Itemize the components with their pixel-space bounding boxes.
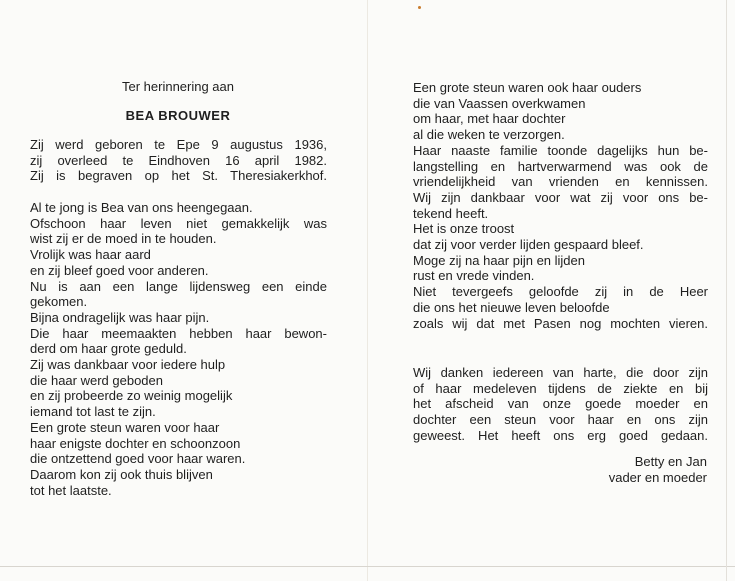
text-line: Het is onze troost (413, 221, 515, 237)
text-line: dat zij voor verder lijden gespaard bleef. (413, 237, 644, 253)
paper-speck (418, 6, 421, 9)
text-line: al die weken te verzorgen. (413, 127, 565, 143)
text-line: Bijna ondragelijk was haar pijn. (30, 309, 210, 325)
intro-heading: Ter herinnering aan (121, 79, 235, 94)
text-line: Al te jong is Bea van ons heengegaan. (30, 200, 253, 215)
card-bottom-edge (0, 566, 735, 567)
text-line: Ofschoon haar leven niet gemakkelijk was (30, 215, 327, 231)
text-line: tot het laatste. (30, 482, 112, 498)
text-line: derd om haar grote geduld. (30, 341, 187, 357)
card-right-edge (726, 0, 727, 581)
text-line: die van Vaassen overkwamen (413, 95, 586, 111)
text-line: zoals wij dat met Pasen nog mochten vieren. (413, 315, 708, 331)
text-line: Een grote steun waren voor haar (30, 419, 220, 435)
text-line: die ons het nieuwe leven beloofde (413, 299, 610, 315)
text-line: langstelling en hartverwarmend was ook de (413, 158, 708, 174)
text-line: tekend heeft. (413, 205, 489, 221)
text-line: Een grote steun waren ook haar ouders (413, 80, 642, 95)
text-line: Wij danken iedereen van harte, die door zijn (413, 365, 708, 380)
text-line: die haar werd geboden (30, 372, 163, 388)
text-line: om haar, met haar dochter (413, 111, 566, 127)
text-line: Nu is aan een lange lijdensweg een einde (30, 278, 327, 294)
text-line: wist zij er de moed in te houden. (30, 231, 217, 247)
center-fold (367, 0, 368, 581)
text-line: dochter een steun voor haar en ons zijn (413, 412, 708, 428)
text-line: Die haar meemaakten hebben haar bewon- (30, 325, 327, 341)
text-line: iemand tot last te zijn. (30, 404, 156, 420)
text-line: en zij bleef goed voor anderen. (30, 262, 209, 278)
text-line: Haar naaste familie toonde dagelijks hun be- (413, 142, 708, 158)
text-line: Moge zij na haar pijn en lijden (413, 252, 585, 268)
signatory-names: Betty en Jan (634, 454, 707, 469)
text-line: geweest. Het heeft ons erg goed gedaan. (413, 427, 708, 443)
signature-block (609, 454, 707, 485)
text-line: Vrolijk was haar aard (30, 247, 151, 263)
text-line: Niet tevergeefs geloofde zij in de Heer (413, 284, 708, 300)
text-line: Zij is begraven op het St. Theresiakerkhof. (30, 168, 327, 184)
signatory-relation: vader en moeder (608, 469, 707, 485)
text-line: haar enigste dochter en schoonzoon (30, 435, 241, 451)
text-line: en zij probeerde zo weinig mogelijk (30, 388, 233, 404)
text-line: vriendelijkheid van vrienden en kennissen. (413, 174, 708, 190)
right-poem (413, 80, 708, 331)
text-line: Wij zijn dankbaar voor wat zij voor ons be- (413, 189, 708, 205)
text-line: zij overleed te Eindhoven 16 april 1982. (30, 152, 327, 168)
text-line: Zij was dankbaar voor iedere hulp (30, 357, 226, 373)
thanks-paragraph (413, 365, 708, 444)
deceased-name: BEA BROUWER (125, 108, 231, 123)
text-line: rust en vrede vinden. (413, 268, 535, 284)
text-line: Daarom kon zij ook thuis blijven (30, 466, 213, 482)
text-line: gekomen. (30, 294, 88, 310)
left-poem (30, 200, 327, 498)
text-line: die ontzettend goed voor haar waren. (30, 451, 246, 467)
birth-death-block (30, 137, 327, 184)
text-line: het afscheid van onze goede moeder en (413, 396, 708, 412)
text-line: Zij werd geboren te Epe 9 augustus 1936, (30, 137, 327, 152)
text-line: of haar medeleven tijdens de ziekte en bij (413, 380, 708, 396)
